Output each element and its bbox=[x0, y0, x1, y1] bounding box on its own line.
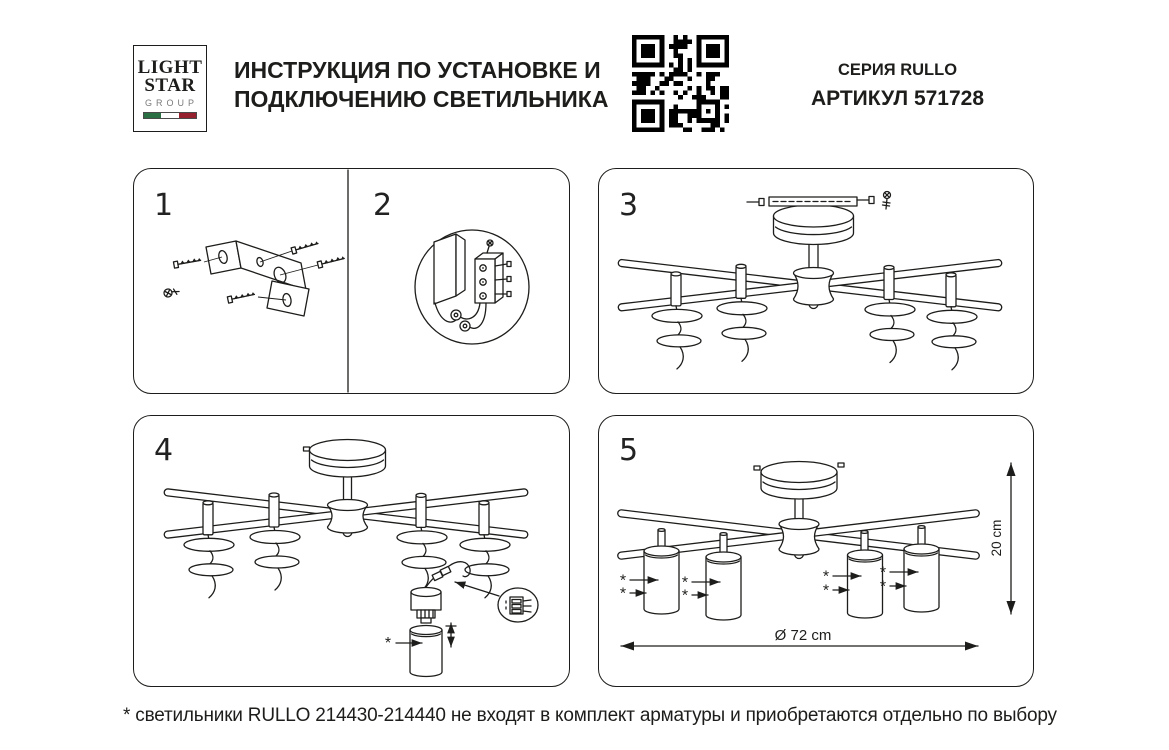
asterisk-label: * bbox=[619, 572, 627, 590]
panel-steps-1-2 bbox=[133, 168, 570, 394]
asterisk-label: * bbox=[681, 587, 689, 605]
mounting-plate bbox=[747, 192, 891, 210]
qr-code-icon bbox=[632, 35, 729, 132]
dimension-height bbox=[989, 463, 1011, 614]
connector-plug bbox=[440, 566, 451, 575]
asterisk-label: * bbox=[879, 564, 887, 582]
italian-flag-stripe bbox=[143, 112, 197, 119]
logo-text: LIGHT bbox=[137, 56, 203, 78]
panel-step-4 bbox=[133, 415, 570, 687]
fixture-hub bbox=[328, 500, 368, 537]
fixture-hub bbox=[779, 519, 819, 559]
canopy bbox=[754, 462, 844, 500]
screw-icon bbox=[163, 286, 180, 298]
screw-icon bbox=[883, 192, 891, 210]
asterisk-label: * bbox=[822, 568, 830, 586]
title-line: ПОДКЛЮЧЕНИЮ СВЕТИЛЬНИКА bbox=[234, 86, 609, 112]
diameter-dimension-label: Ø 72 cm bbox=[774, 627, 832, 644]
panel-step-3 bbox=[598, 168, 1034, 394]
ring-lug bbox=[451, 310, 461, 320]
detail-circle bbox=[415, 230, 529, 344]
panel-step-5 bbox=[598, 415, 1034, 687]
fixture-mounted-diagram bbox=[599, 169, 1033, 393]
lamp-holder bbox=[460, 501, 510, 598]
socket-and-shade-detail bbox=[385, 562, 538, 677]
bracket-plate bbox=[206, 241, 241, 274]
article-label: АРТИКУЛ 571728 bbox=[810, 87, 985, 110]
dowel-screw-icon bbox=[173, 257, 201, 268]
footnote: * светильники RULLO 214430-214440 не входят в комплект арматуры и приобретаются отдельно по выбору bbox=[123, 705, 1057, 726]
title-line: ИНСТРУКЦИЯ ПО УСТАНОВКЕ И bbox=[234, 57, 601, 83]
height-dimension-label: 20 cm bbox=[989, 519, 1004, 557]
wall-plate bbox=[434, 234, 456, 304]
shade-cylinder bbox=[848, 550, 883, 618]
dowel-screw-icon bbox=[291, 240, 319, 254]
step-number: 2 bbox=[373, 188, 393, 223]
dimension-diameter bbox=[621, 627, 978, 646]
asterisk-label: * bbox=[619, 585, 627, 603]
dowel-screw-icon bbox=[227, 291, 255, 303]
asterisk-label: * bbox=[384, 635, 392, 652]
step-number: 4 bbox=[154, 433, 174, 468]
dowel-screw-icon bbox=[317, 255, 345, 268]
canopy bbox=[304, 440, 386, 478]
lightstar-logo bbox=[133, 45, 207, 132]
fixture-assembly-diagram bbox=[134, 416, 569, 686]
shade-cylinder bbox=[706, 552, 741, 620]
series-label: СЕРИЯ RULLO bbox=[837, 61, 958, 79]
lamp-holder bbox=[184, 501, 234, 598]
canopy bbox=[774, 205, 854, 245]
ring-lug bbox=[460, 321, 470, 331]
asterisk-label: * bbox=[681, 574, 689, 592]
lamp-holder bbox=[652, 272, 702, 369]
screw-icon bbox=[487, 240, 493, 253]
page-title bbox=[234, 56, 608, 114]
fixture-hub bbox=[794, 268, 834, 309]
shade-cylinder bbox=[904, 544, 939, 612]
lamp-holder bbox=[927, 273, 977, 370]
asterisk-label: * bbox=[822, 582, 830, 600]
asterisk-label: * bbox=[879, 578, 887, 596]
step-number: 3 bbox=[619, 188, 639, 223]
step-number: 1 bbox=[154, 188, 174, 223]
bracket-diagram bbox=[163, 240, 345, 316]
logo-text: STAR bbox=[144, 74, 196, 96]
logo-text: GROUP bbox=[144, 97, 198, 108]
wiring-detail-diagram bbox=[415, 230, 529, 344]
steps-1-2-diagram bbox=[134, 169, 569, 393]
leader-arrow bbox=[455, 582, 499, 596]
fixture-dimensions-diagram bbox=[599, 416, 1033, 686]
step-number: 5 bbox=[619, 433, 639, 468]
